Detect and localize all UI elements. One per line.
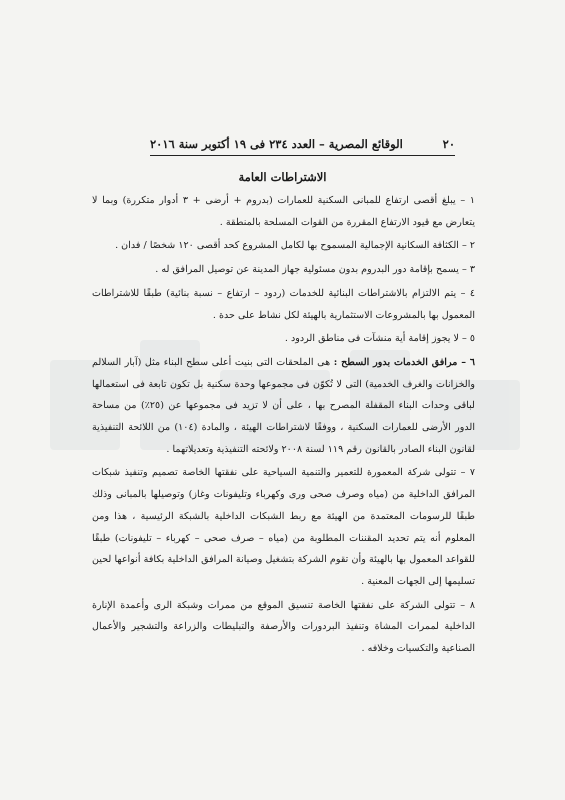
- paragraph-4: ٤ – يتم الالتزام بالاشتراطات البنائية للخدمات (ردود – ارتفاع – نسبة بنائية) طبقًا للاشتراطات المعمول بها بالمشروعات الاستثمارية بالهيئة لكل نشاط على حدة .: [92, 287, 475, 321]
- paragraph-6: ٦ – مرافق الخدمات بدور السطح : هى الملحقات التى بنيت أعلى سطح البناء مثل (آبار السلالم والخزانات والغرف الخدمية) التى لا تُكوّن فى مجموعها وحدة سكنية بل تكون تابعة فى استعمالها لباقى وحدات البناء المقفلة المصرح بها ، على أن لا تزيد فى مجموعها عن (٢٥٪) من مساحة الدور الأرضى للعمارات السكنية ، ووفقًا لاشتراطات الهيئة ، والمادة (١٠٤) من اللائحة التنفيذية لقانون البناء الصادر بالقانون رقم ١١٩ لسنة ٢٠٠٨ ولائحته التنفيذية وتعديلاتهما .: [92, 356, 475, 455]
- page-header: [150, 133, 455, 155]
- journal-title: الوقائع المصرية – العدد ٢٣٤ فى ١٩ أكتوبر سنة ٢٠١٦: [150, 137, 403, 151]
- paragraph-7: ٧ – تتولى شركة المعمورة للتعمير والتنمية السياحية على نفقتها الخاصة تصميم وتنفيذ شبكات المرافق الداخلية من (مياه وصرف صحى ورى وكهرباء وتليفونات وغاز) وتوصيلها بالمبانى وذلك طبقًا للرسومات المعتمدة من الهيئة مع ربط الشبكات الداخلية بالشبكة الرئيسية ، هذا ومن المعلوم أنه يتم تحديد المقننات المطلوبة من (مياه – صرف صحى – كهرباء – تليفونات) طبقًا للقواعد المعمول بها بالهيئة وأن تقوم الشركة بتشغيل وصيانة المرافق الداخلية بكافة أنواعها لحين تسليمها إلى الجهات المعنية .: [92, 467, 475, 587]
- page-number: ٢٠: [442, 137, 455, 151]
- section-title: الاشتراطات العامة: [238, 170, 327, 184]
- paragraph-8: ٨ – تتولى الشركة على نفقتها الخاصة تنسيق الموقع من ممرات وشبكة الرى وأعمدة الإنارة الداخلية لممرات المشاة وتنفيذ البردورات والأرصفة والتبليطات والزراعة والتشجير والأعمال الصناعية والتكسيات وخلافه .: [92, 599, 475, 655]
- paragraph-3: ٣ – يسمح بإقامة دور البدروم بدون مسئولية جهاز المدينة عن توصيل المرافق له .: [155, 264, 475, 276]
- header-rule: [150, 155, 455, 156]
- paragraph-5: ٥ – لا يجوز إقامة أية منشآت فى مناطق الردود .: [284, 333, 475, 345]
- paragraph-1: ١ – يبلغ أقصى ارتفاع للمبانى السكنية للعمارات (بدروم + أرضى + ٣ أدوار متكررة) وبما لا يتعارض مع قيود الارتفاع المقررة من القوات المسلحة بالمنطقة .: [92, 195, 476, 228]
- paragraph-6-heading: ٦ – مرافق الخدمات بدور السطح :: [333, 356, 475, 368]
- document-body: [92, 190, 475, 660]
- paragraph-2: ٢ – الكثافة السكانية الإجمالية المسموح بها لكامل المشروع كحد أقصى ١٢٠ شخصًا / فدان .: [115, 240, 475, 252]
